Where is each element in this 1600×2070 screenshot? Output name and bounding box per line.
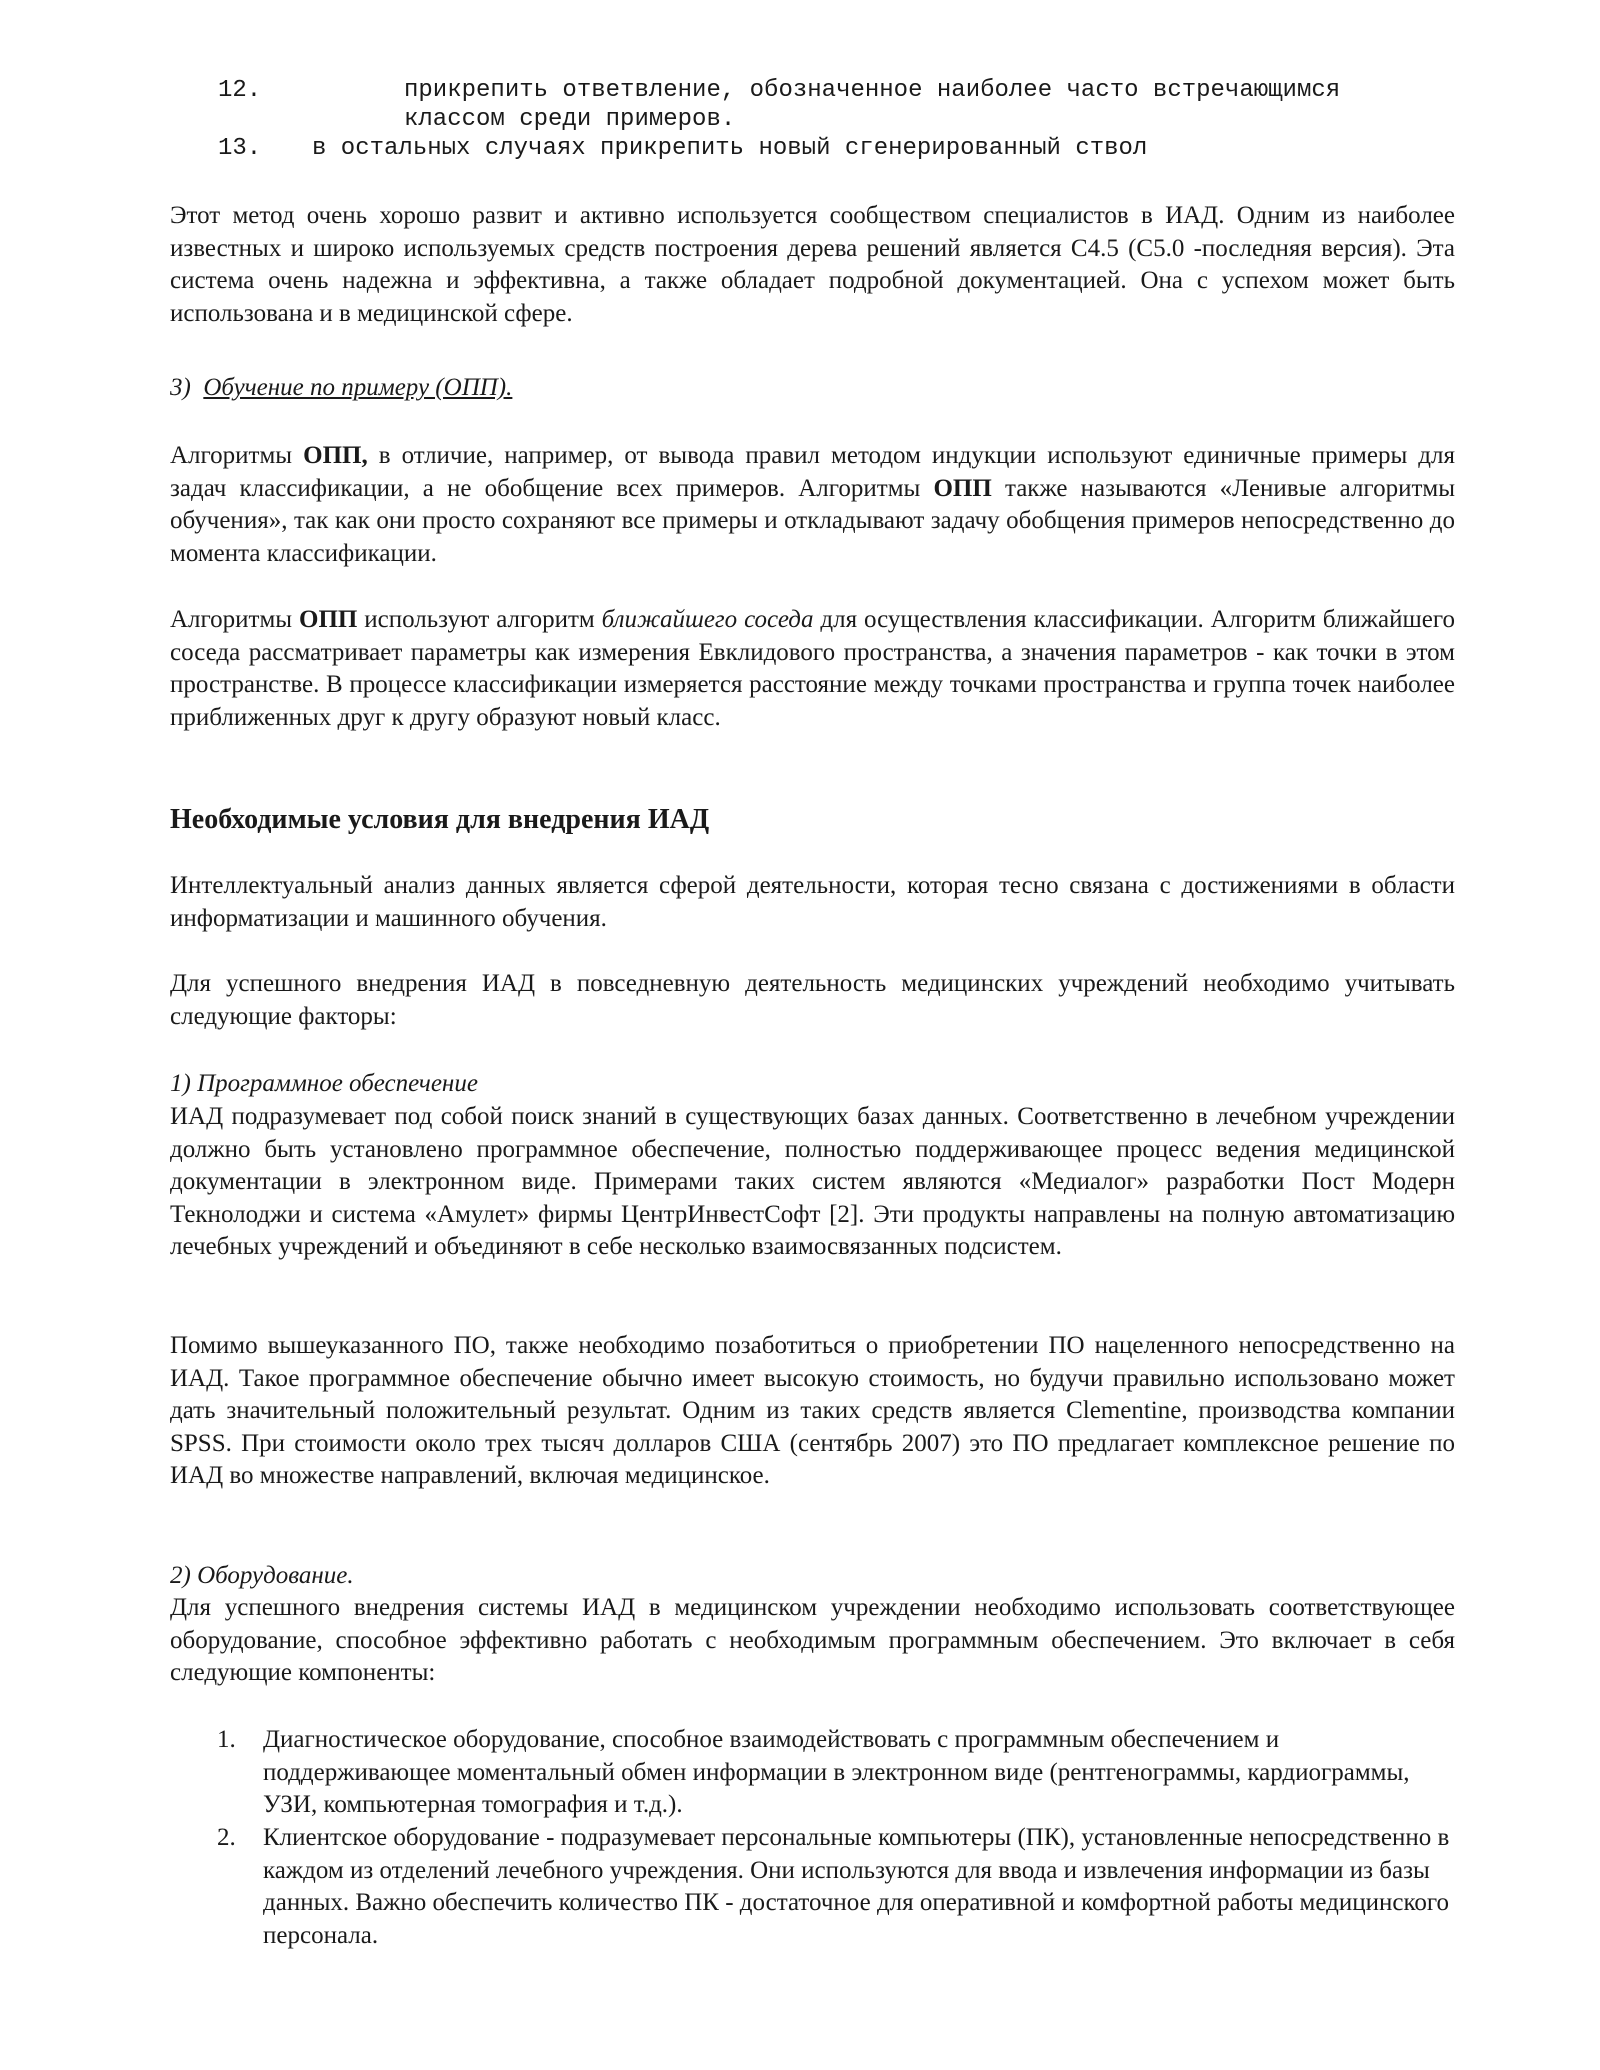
heading-conditions: Необходимые условия для внедрения ИАД: [170, 804, 710, 835]
code-list-text: в остальных случаях прикрепить новый сгенерированный ствол: [312, 135, 1148, 162]
paragraph-intro: Интеллектуальный анализ данных является сферой деятельности, которая тесно связана с достижениями в области информатизации и машинного обучения.: [170, 872, 1455, 932]
code-list-text: прикрепить ответвление, обозначенное наиболее часто встречающимся: [404, 77, 1341, 104]
code-list-number: 12.: [218, 77, 262, 104]
italic-term: ближайшего соседа: [601, 606, 814, 633]
subheading-software: 1) Программное обеспечение: [170, 1070, 478, 1097]
code-list-text-continued: классом среди примеров.: [404, 106, 736, 133]
bold-term: ОПП,: [303, 442, 368, 469]
list-number: 2.: [217, 1824, 236, 1851]
paragraph-decision-tree: Этот метод очень хорошо развит и активно используется сообществом специалистов в ИАД. Одним из наиболее известных и широко используемых средств построения дерева решений является C4.5 (C5.0 -последняя версия). Эта система очень надежна и эффективна, а также обладает подробной документацией. Она с успехом может быть использована и в медицинской сфере.: [170, 202, 1455, 327]
bold-term: ОПП: [933, 474, 992, 502]
list-number: 1.: [217, 1726, 236, 1753]
paragraph-hardware: Для успешного внедрения системы ИАД в медицинском учреждении необходимо использовать соответствующее оборудование, способное эффективно работать с необходимым программным обеспечением. Это включает в себя следующие компоненты:: [170, 1594, 1455, 1687]
bold-term: ОПП: [299, 606, 358, 633]
paragraph-nearest-neighbor: Алгоритмы ОПП используют алгоритм ближайшего соседа для осуществления классификации. Алгоритм ближайшего соседа рассматривает параметры как измерения Евклидового пространства, а значения параметров - как точки в этом пространстве. В процессе классификации измеряется расстояние между точками пространства и группа точек наиболее приближенных друг к другу образуют новый класс.: [170, 606, 1455, 731]
paragraph-software: ИАД подразумевает под собой поиск знаний в существующих базах данных. Соответственно в лечебном учреждении должно быть установлено программное обеспечение, полностью поддерживающее процесс ведения медицинской документации в электронном виде. Примерами таких систем являются «Медиалог» разработки Пост Модерн Текнолоджи и система «Амулет» фирмы ЦентрИнвестСофт [2]. Эти продукты направлены на полную автоматизацию лечебных учреждений и объединяют в себе несколько взаимосвязанных подсистем.: [170, 1103, 1455, 1261]
list-text: Диагностическое оборудование, способное взаимодействовать с программным обеспечением и поддерживающее моментальный обмен информации в электронном виде (рентгенограммы, кардиограммы, УЗИ, компьютерная томография и т.д.).: [263, 1726, 1410, 1819]
paragraph-clementine: Помимо вышеуказанного ПО, также необходимо позаботиться о приобретении ПО нацеленного непосредственно на ИАД. Такое программное обеспечение обычно имеет высокую стоимость, но будучи правильно использовано может дать значительный положительный результат. Одним из таких средств является Clementine, производства компании SPSS. При стоимости около трех тысяч долларов США (сентябрь 2007) это ПО предлагает комплексное решение по ИАД во множестве направлений, включая медицинское.: [170, 1332, 1455, 1490]
list-text: Клиентское оборудование - подразумевает персональные компьютеры (ПК), установленные непосредственно в каждом из отделений лечебного учреждения. Они используются для ввода и извлечения информации из базы данных. Важно обеспечить количество ПК - достаточное для оперативной и комфортной работы медицинского персонала.: [263, 1824, 1450, 1949]
section-heading-opp: [170, 372, 1455, 405]
code-list-number: 13.: [218, 135, 262, 162]
section-title: Обучение по примеру (ОПП).: [203, 374, 513, 401]
subheading-hardware: 2) Оборудование.: [170, 1562, 354, 1589]
paragraph-factors: Для успешного внедрения ИАД в повседневную деятельность медицинских учреждений необходимо учитывать следующие факторы:: [170, 970, 1455, 1030]
section-number: 3): [170, 374, 191, 401]
paragraph-opp-definition: Алгоритмы ОПП, в отличие, например, от вывода правил методом индукции используют единичные примеры для задач классификации, а не обобщение всех примеров. Алгоритмы ОПП также называются «Ленивые алгоритмы обучения», так как они просто сохраняют все примеры и откладывают задачу обобщения примеров непосредственно до момента классификации.: [170, 442, 1455, 567]
